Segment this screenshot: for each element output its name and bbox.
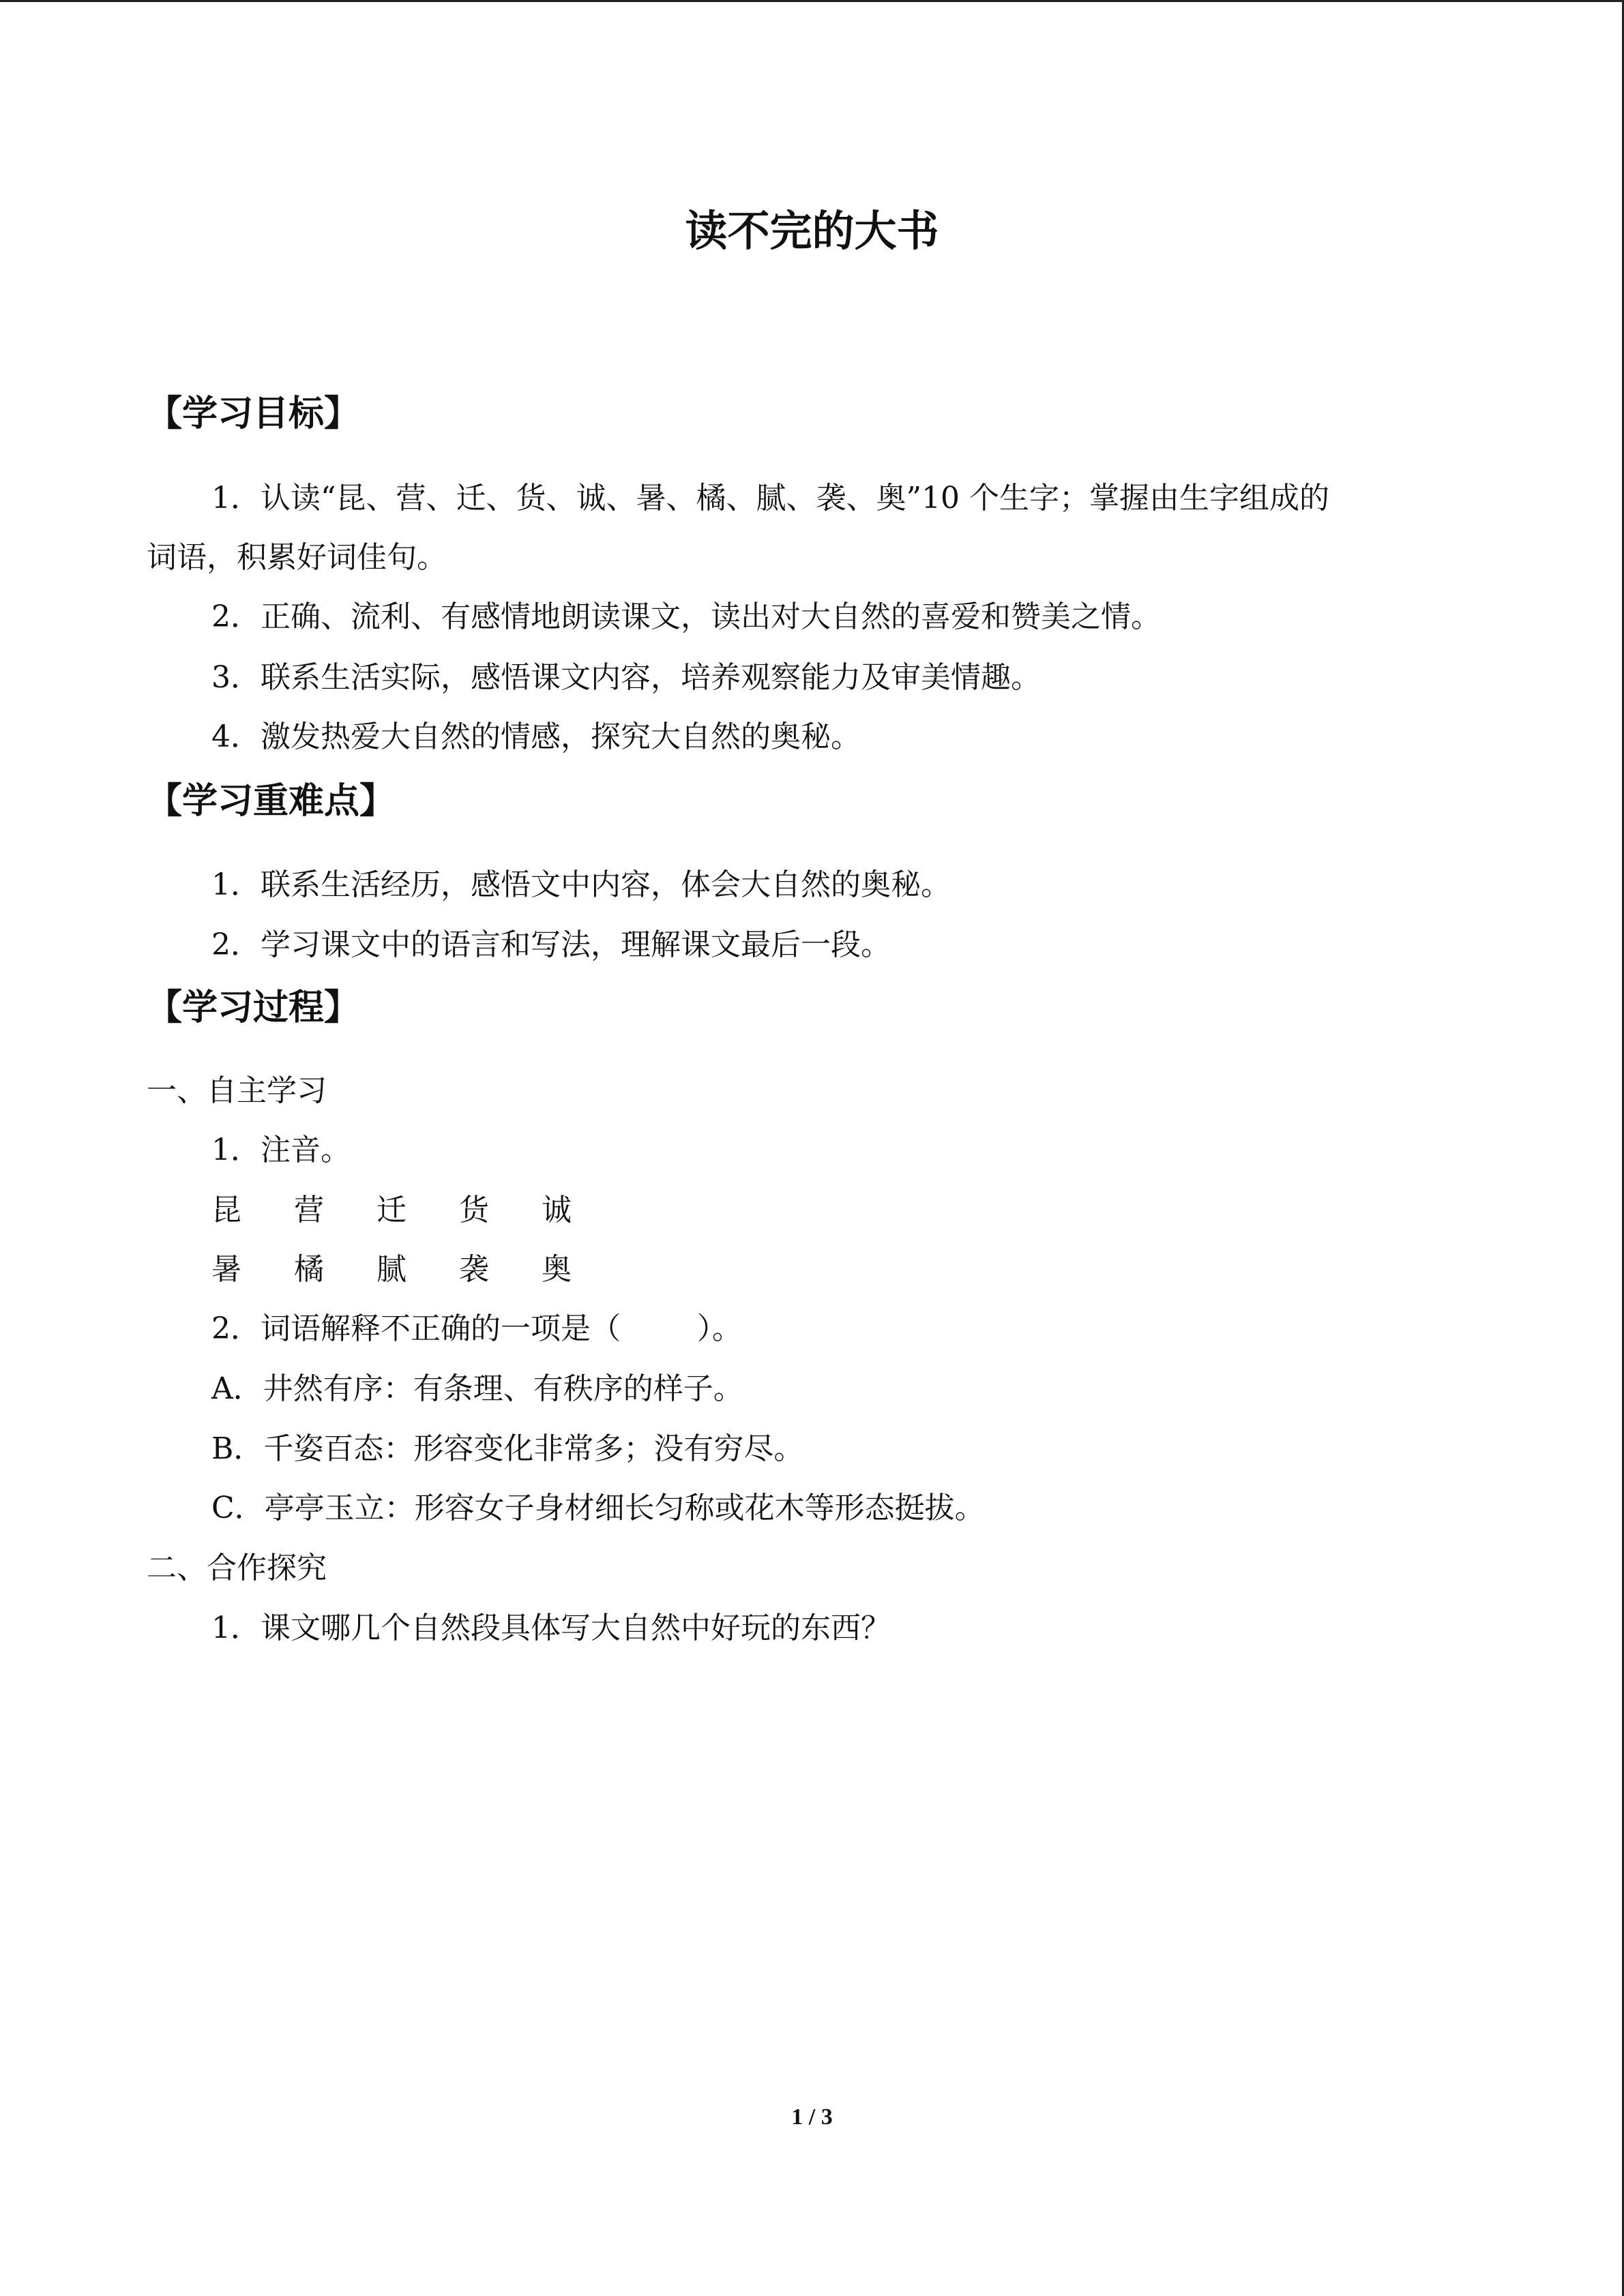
char-item: 营	[294, 1193, 324, 1227]
part1-title: 一、自主学习	[147, 1073, 327, 1108]
chars-row-1	[211, 1195, 624, 1225]
part2-title: 二、合作探究	[147, 1551, 327, 1585]
objective-line-1: 1．认读“昆、营、迁、货、诚、暑、橘、腻、袭、奥”10 个生字；掌握由生字组成的	[211, 481, 1329, 516]
question-1: 1．注音。	[211, 1133, 351, 1167]
key-point-line-2: 2．学习课文中的语言和写法，理解课文最后一段。	[211, 927, 891, 962]
objective-line-4: 4．激发热爱大自然的情感，探究大自然的奥秘。	[211, 719, 861, 754]
char-item: 昆	[211, 1193, 241, 1227]
page-title: 读不完的大书	[685, 206, 939, 256]
option-c: C．亭亭玉立：形容女子身材细长匀称或花木等形态挺拔。	[211, 1491, 985, 1525]
char-item: 诚	[542, 1193, 572, 1227]
char-item: 腻	[377, 1252, 407, 1287]
objective-line-2: 2．正确、流利、有感情地朗读课文，读出对大自然的喜爱和赞美之情。	[211, 599, 1161, 634]
objectives-heading: 【学习目标】	[147, 393, 360, 434]
option-b: B．千姿百态：形容变化非常多；没有穷尽。	[211, 1431, 804, 1466]
process-heading: 【学习过程】	[147, 987, 360, 1028]
char-item: 迁	[377, 1193, 407, 1227]
objective-line-1-cont: 词语，积累好词佳句。	[147, 540, 447, 575]
char-item: 袭	[459, 1252, 489, 1287]
key-points-heading: 【学习重难点】	[147, 781, 396, 822]
chars-row-2	[211, 1252, 624, 1287]
objective-line-3: 3．联系生活实际，感悟课文内容，培养观察能力及审美情趣。	[211, 660, 1041, 695]
key-point-line-1: 1．联系生活经历，感悟文中内容，体会大自然的奥秘。	[211, 867, 951, 902]
page-number: 1 / 3	[791, 2104, 833, 2130]
char-item: 暑	[211, 1252, 241, 1287]
question-3: 1．课文哪几个自然段具体写大自然中好玩的东西？	[211, 1611, 891, 1645]
question-2: 2．词语解释不正确的一项是（ ）。	[211, 1311, 742, 1346]
char-item: 货	[459, 1193, 489, 1227]
char-item: 橘	[294, 1252, 324, 1287]
option-a: A．井然有序：有条理、有秩序的样子。	[211, 1371, 743, 1406]
char-item: 奥	[542, 1252, 572, 1287]
